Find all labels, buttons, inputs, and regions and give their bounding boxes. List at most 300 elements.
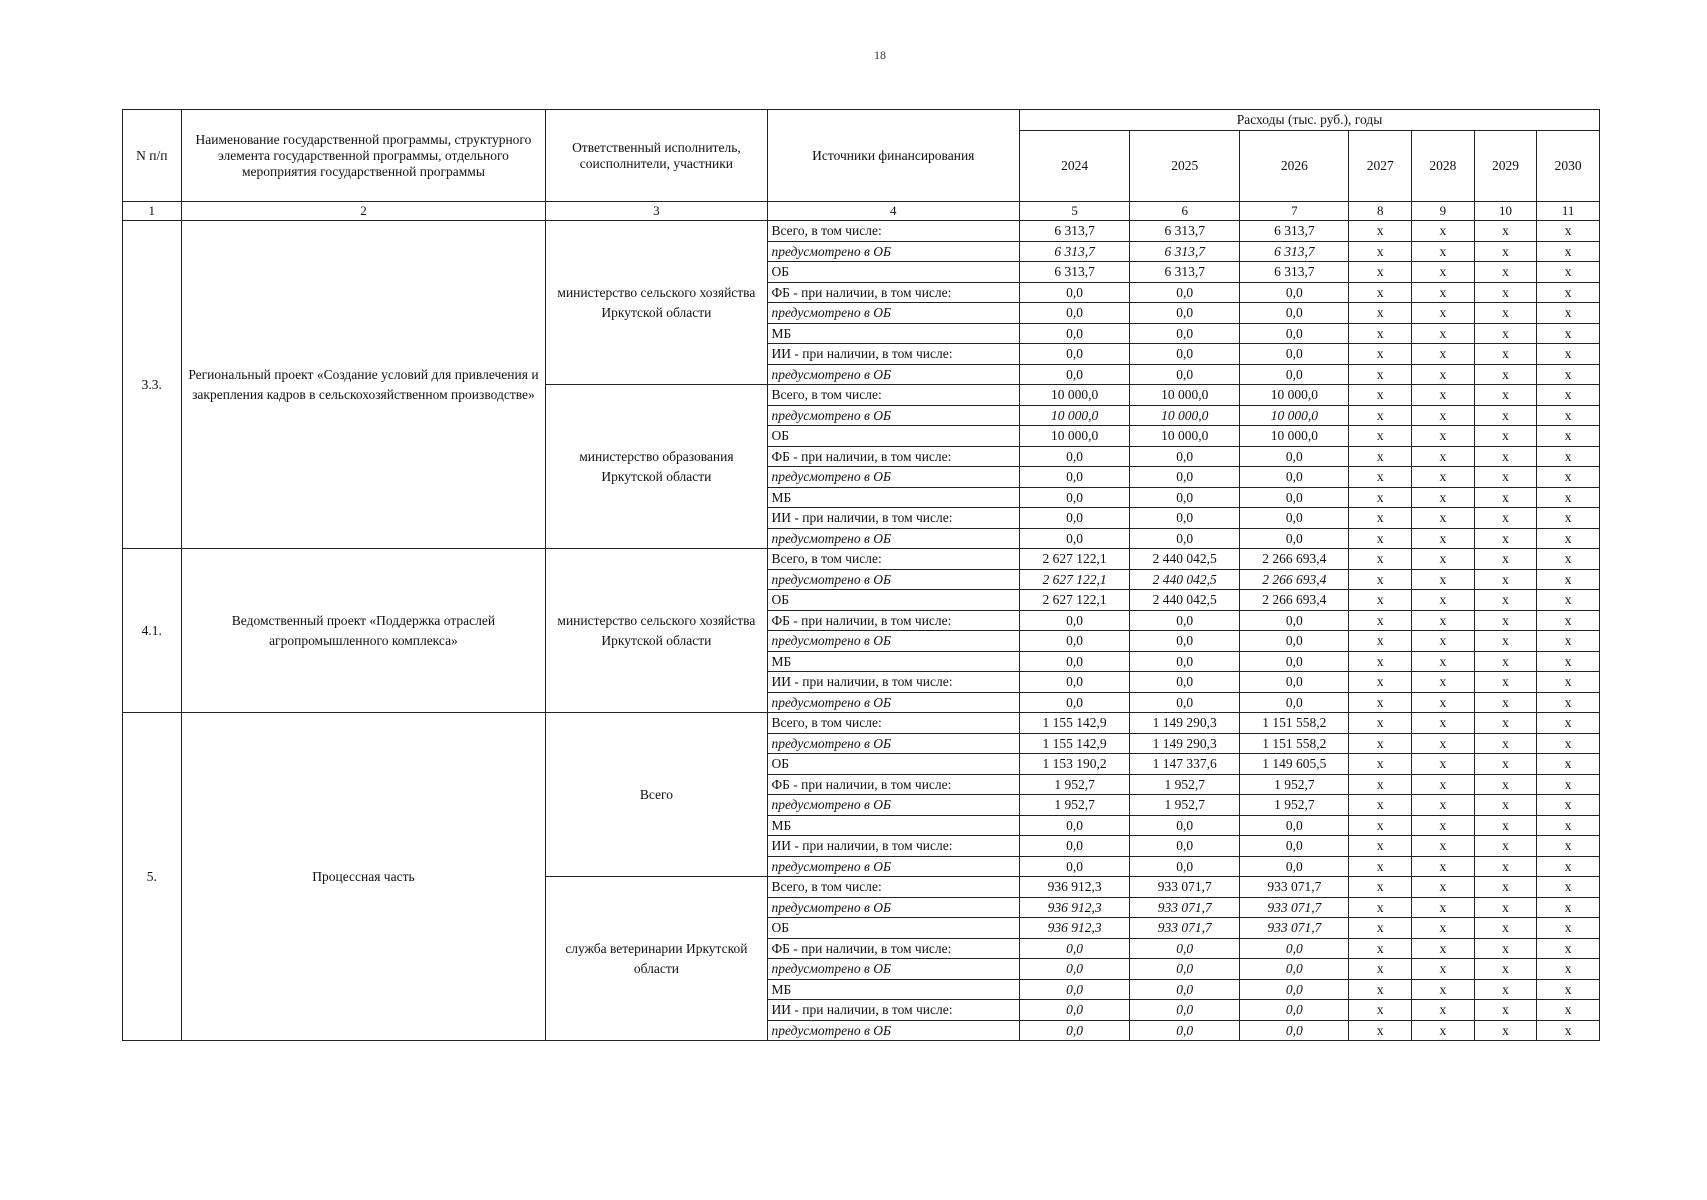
funding-source: предусмотрено в ОБ [767,692,1020,713]
expense-value: 0,0 [1130,836,1240,857]
expense-mark: х [1349,1000,1412,1021]
expense-mark: х [1537,344,1600,365]
expense-value: 0,0 [1240,528,1349,549]
expense-mark: х [1474,897,1537,918]
expense-value: 10 000,0 [1020,385,1130,406]
expense-value: 0,0 [1240,856,1349,877]
expense-mark: х [1349,221,1412,242]
expense-mark: х [1537,651,1600,672]
expense-value: 6 313,7 [1240,241,1349,262]
expense-value: 0,0 [1130,938,1240,959]
expense-value: 0,0 [1130,344,1240,365]
expense-mark: х [1349,487,1412,508]
expense-mark: х [1474,528,1537,549]
table-body [123,202,1600,1041]
program-name: Процессная часть [181,713,546,1041]
expense-value: 0,0 [1130,672,1240,693]
expense-value: 0,0 [1240,446,1349,467]
expense-mark: х [1474,323,1537,344]
expense-mark: х [1349,323,1412,344]
expense-value: 0,0 [1130,651,1240,672]
expense-value: 0,0 [1240,815,1349,836]
funding-source: МБ [767,323,1020,344]
expense-value: 0,0 [1130,467,1240,488]
expense-mark: х [1474,467,1537,488]
expense-value: 933 071,7 [1240,897,1349,918]
expense-mark: х [1412,631,1475,652]
expense-mark: х [1349,774,1412,795]
funding-source: ФБ - при наличии, в том числе: [767,446,1020,467]
expense-mark: х [1474,959,1537,980]
funding-source: МБ [767,979,1020,1000]
funding-source: ОБ [767,590,1020,611]
expense-mark: х [1349,651,1412,672]
expense-mark: х [1349,836,1412,857]
expense-mark: х [1474,692,1537,713]
funding-source: предусмотрено в ОБ [767,303,1020,324]
expense-value: 0,0 [1130,1000,1240,1021]
expense-mark: х [1412,405,1475,426]
expense-mark: х [1537,938,1600,959]
expense-mark: х [1474,774,1537,795]
expense-value: 0,0 [1020,344,1130,365]
expense-value: 933 071,7 [1240,918,1349,939]
expense-value: 0,0 [1240,282,1349,303]
expense-mark: х [1474,610,1537,631]
expense-mark: х [1412,692,1475,713]
expense-value: 6 313,7 [1130,262,1240,283]
expense-value: 0,0 [1240,610,1349,631]
expense-mark: х [1537,631,1600,652]
header-name: Наименование государственной программы, структурного элемента государственной программы, отдельного мероприятия государственной программы [181,110,546,202]
expense-value: 0,0 [1240,631,1349,652]
expense-value: 0,0 [1240,692,1349,713]
expense-mark: х [1537,262,1600,283]
expense-mark: х [1474,487,1537,508]
expense-mark: х [1412,815,1475,836]
executor-name: Всего [546,713,767,877]
expense-value: 0,0 [1020,631,1130,652]
expense-mark: х [1412,385,1475,406]
expense-mark: х [1537,713,1600,734]
expense-mark: х [1474,569,1537,590]
expense-mark: х [1537,569,1600,590]
expense-value: 0,0 [1130,528,1240,549]
expense-mark: х [1537,877,1600,898]
expense-mark: х [1349,549,1412,570]
expense-value: 1 149 290,3 [1130,713,1240,734]
expense-value: 2 266 693,4 [1240,549,1349,570]
column-number: 5 [1020,202,1130,221]
expense-mark: х [1474,733,1537,754]
funding-source: предусмотрено в ОБ [767,364,1020,385]
expense-value: 933 071,7 [1240,877,1349,898]
expense-value: 933 071,7 [1130,877,1240,898]
expense-value: 10 000,0 [1020,426,1130,447]
expense-mark: х [1349,672,1412,693]
expense-value: 1 153 190,2 [1020,754,1130,775]
expense-value: 6 313,7 [1020,241,1130,262]
expense-mark: х [1349,610,1412,631]
expense-mark: х [1474,241,1537,262]
expense-value: 0,0 [1130,323,1240,344]
funding-source: ФБ - при наличии, в том числе: [767,282,1020,303]
expense-value: 0,0 [1020,856,1130,877]
expense-value: 0,0 [1240,938,1349,959]
expense-value: 0,0 [1240,323,1349,344]
expense-mark: х [1412,774,1475,795]
expense-mark: х [1537,959,1600,980]
column-number: 3 [546,202,767,221]
expense-value: 0,0 [1130,692,1240,713]
expense-mark: х [1349,754,1412,775]
expense-mark: х [1474,508,1537,529]
expense-value: 1 151 558,2 [1240,733,1349,754]
expense-mark: х [1412,528,1475,549]
expense-mark: х [1474,918,1537,939]
expense-value: 936 912,3 [1020,897,1130,918]
expense-value: 0,0 [1240,1020,1349,1041]
expense-value: 0,0 [1130,508,1240,529]
expense-value: 933 071,7 [1130,897,1240,918]
expense-value: 0,0 [1020,303,1130,324]
expense-value: 0,0 [1130,631,1240,652]
expense-value: 0,0 [1240,651,1349,672]
expense-value: 1 952,7 [1130,774,1240,795]
expense-value: 0,0 [1020,692,1130,713]
funding-source: ИИ - при наличии, в том числе: [767,836,1020,857]
header-year: 2027 [1349,131,1412,202]
funding-source: МБ [767,487,1020,508]
expense-value: 1 952,7 [1240,774,1349,795]
expense-mark: х [1474,262,1537,283]
expense-value: 2 627 122,1 [1020,549,1130,570]
expense-value: 0,0 [1240,508,1349,529]
expense-mark: х [1537,364,1600,385]
expense-mark: х [1537,282,1600,303]
expense-mark: х [1412,877,1475,898]
expense-mark: х [1537,918,1600,939]
expense-mark: х [1412,897,1475,918]
expense-mark: х [1474,938,1537,959]
expense-mark: х [1537,836,1600,857]
expense-mark: х [1537,733,1600,754]
funding-source: ФБ - при наличии, в том числе: [767,938,1020,959]
expense-mark: х [1412,754,1475,775]
funding-source: Всего, в том числе: [767,221,1020,242]
header-source: Источники финансирования [767,110,1020,202]
expense-mark: х [1474,795,1537,816]
expense-value: 2 440 042,5 [1130,569,1240,590]
expense-value: 0,0 [1130,487,1240,508]
expense-value: 10 000,0 [1130,385,1240,406]
expense-mark: х [1412,323,1475,344]
header-year: 2026 [1240,131,1349,202]
expense-value: 1 147 337,6 [1130,754,1240,775]
expense-mark: х [1349,959,1412,980]
expense-value: 1 149 605,5 [1240,754,1349,775]
expense-mark: х [1349,815,1412,836]
expense-mark: х [1349,364,1412,385]
expense-mark: х [1537,487,1600,508]
header-year: 2030 [1537,131,1600,202]
expense-mark: х [1474,713,1537,734]
expense-value: 10 000,0 [1130,426,1240,447]
expense-value: 10 000,0 [1130,405,1240,426]
funding-source: предусмотрено в ОБ [767,897,1020,918]
expense-value: 6 313,7 [1020,262,1130,283]
funding-source: ОБ [767,262,1020,283]
expense-value: 1 155 142,9 [1020,733,1130,754]
expense-mark: х [1349,405,1412,426]
row-number: 4.1. [123,549,182,713]
funding-source: предусмотрено в ОБ [767,569,1020,590]
expense-mark: х [1349,795,1412,816]
funding-source: ФБ - при наличии, в том числе: [767,774,1020,795]
column-number-row [123,202,1600,221]
expense-mark: х [1474,754,1537,775]
expense-value: 1 151 558,2 [1240,713,1349,734]
expense-value: 0,0 [1020,979,1130,1000]
expense-value: 1 952,7 [1020,774,1130,795]
funding-source: Всего, в том числе: [767,385,1020,406]
expense-value: 0,0 [1020,651,1130,672]
expense-value: 6 313,7 [1130,221,1240,242]
expense-value: 1 952,7 [1240,795,1349,816]
expense-mark: х [1349,569,1412,590]
expense-mark: х [1537,754,1600,775]
expense-mark: х [1537,508,1600,529]
column-number: 8 [1349,202,1412,221]
expense-mark: х [1412,856,1475,877]
expense-mark: х [1537,1000,1600,1021]
column-number: 11 [1537,202,1600,221]
expense-mark: х [1349,1020,1412,1041]
expense-value: 6 313,7 [1020,221,1130,242]
expense-mark: х [1474,303,1537,324]
expense-value: 6 313,7 [1240,262,1349,283]
expense-value: 0,0 [1130,446,1240,467]
expense-value: 0,0 [1020,959,1130,980]
expense-mark: х [1537,303,1600,324]
expense-value: 10 000,0 [1240,385,1349,406]
expense-value: 0,0 [1240,303,1349,324]
expense-value: 0,0 [1020,528,1130,549]
expense-mark: х [1349,631,1412,652]
expense-value: 0,0 [1130,364,1240,385]
expense-value: 0,0 [1020,836,1130,857]
expense-mark: х [1537,528,1600,549]
table-row [123,221,1600,242]
expense-value: 0,0 [1240,487,1349,508]
expense-mark: х [1474,221,1537,242]
expense-value: 0,0 [1020,610,1130,631]
expense-mark: х [1537,323,1600,344]
funding-source: предусмотрено в ОБ [767,856,1020,877]
expense-mark: х [1537,856,1600,877]
expense-value: 0,0 [1240,959,1349,980]
expense-mark: х [1349,303,1412,324]
expense-mark: х [1349,426,1412,447]
expense-mark: х [1349,856,1412,877]
expense-value: 0,0 [1130,959,1240,980]
expense-mark: х [1412,1000,1475,1021]
expense-value: 2 627 122,1 [1020,569,1130,590]
expense-mark: х [1474,282,1537,303]
funding-source: предусмотрено в ОБ [767,1020,1020,1041]
expense-value: 0,0 [1020,487,1130,508]
expense-mark: х [1349,282,1412,303]
expense-mark: х [1537,549,1600,570]
program-name: Региональный проект «Создание условий для привлечения и закрепления кадров в сельскохозяйственном производстве» [181,221,546,549]
expense-mark: х [1349,713,1412,734]
expense-mark: х [1537,241,1600,262]
expense-mark: х [1537,446,1600,467]
expense-value: 0,0 [1130,282,1240,303]
expense-mark: х [1412,1020,1475,1041]
expense-mark: х [1474,1020,1537,1041]
expense-mark: х [1412,610,1475,631]
expense-value: 0,0 [1130,856,1240,877]
expense-mark: х [1537,897,1600,918]
expense-value: 0,0 [1020,323,1130,344]
expense-value: 1 155 142,9 [1020,713,1130,734]
expense-mark: х [1537,590,1600,611]
column-number: 6 [1130,202,1240,221]
header-expenses: Расходы (тыс. руб.), годы [1020,110,1600,131]
program-name: Ведомственный проект «Поддержка отраслей агропромышленного комплекса» [181,549,546,713]
funding-source: предусмотрено в ОБ [767,631,1020,652]
expense-value: 2 266 693,4 [1240,569,1349,590]
expense-mark: х [1412,938,1475,959]
expense-mark: х [1537,815,1600,836]
expense-mark: х [1349,385,1412,406]
row-number: 5. [123,713,182,1041]
expense-mark: х [1537,221,1600,242]
funding-source: предусмотрено в ОБ [767,795,1020,816]
expense-mark: х [1412,303,1475,324]
funding-source: ОБ [767,426,1020,447]
expense-value: 0,0 [1240,979,1349,1000]
column-number: 1 [123,202,182,221]
expense-value: 0,0 [1020,508,1130,529]
expense-mark: х [1412,508,1475,529]
expense-mark: х [1474,979,1537,1000]
expense-value: 0,0 [1020,1000,1130,1021]
expense-mark: х [1349,508,1412,529]
expense-value: 1 952,7 [1020,795,1130,816]
expense-value: 0,0 [1130,815,1240,836]
funding-source: предусмотрено в ОБ [767,733,1020,754]
page-number: 18 [874,48,886,62]
expense-mark: х [1412,836,1475,857]
executor-name: министерство образования Иркутской области [546,385,767,549]
table-row [123,713,1600,734]
expense-mark: х [1412,446,1475,467]
expense-mark: х [1537,426,1600,447]
expense-mark: х [1474,385,1537,406]
expense-mark: х [1412,221,1475,242]
funding-source: ИИ - при наличии, в том числе: [767,1000,1020,1021]
expense-mark: х [1349,446,1412,467]
expense-mark: х [1412,364,1475,385]
expense-value: 936 912,3 [1020,877,1130,898]
header-year: 2028 [1412,131,1475,202]
funding-source: предусмотрено в ОБ [767,528,1020,549]
expense-value: 6 313,7 [1240,221,1349,242]
expense-value: 0,0 [1020,446,1130,467]
funding-source: предусмотрено в ОБ [767,241,1020,262]
funding-source: ИИ - при наличии, в том числе: [767,344,1020,365]
funding-source: Всего, в том числе: [767,877,1020,898]
expense-mark: х [1349,241,1412,262]
expense-mark: х [1537,1020,1600,1041]
expense-mark: х [1537,795,1600,816]
expense-value: 0,0 [1130,1020,1240,1041]
expense-value: 936 912,3 [1020,918,1130,939]
table-row [123,549,1600,570]
expense-value: 0,0 [1240,467,1349,488]
expense-mark: х [1412,487,1475,508]
expense-value: 6 313,7 [1130,241,1240,262]
expense-value: 2 440 042,5 [1130,549,1240,570]
budget-table [122,109,1600,1041]
expense-mark: х [1474,877,1537,898]
expense-value: 0,0 [1240,836,1349,857]
expense-value: 2 627 122,1 [1020,590,1130,611]
funding-source: ФБ - при наличии, в том числе: [767,610,1020,631]
expense-mark: х [1474,344,1537,365]
expense-mark: х [1412,426,1475,447]
header-year: 2029 [1474,131,1537,202]
expense-mark: х [1349,918,1412,939]
expense-mark: х [1474,815,1537,836]
expense-value: 10 000,0 [1240,405,1349,426]
expense-value: 10 000,0 [1240,426,1349,447]
expense-mark: х [1412,549,1475,570]
expense-value: 2 440 042,5 [1130,590,1240,611]
expense-mark: х [1349,528,1412,549]
expense-mark: х [1412,241,1475,262]
header-year: 2024 [1020,131,1130,202]
executor-name: служба ветеринарии Иркутской области [546,877,767,1041]
funding-source: ИИ - при наличии, в том числе: [767,672,1020,693]
expense-mark: х [1412,344,1475,365]
expense-value: 1 149 290,3 [1130,733,1240,754]
expense-mark: х [1349,938,1412,959]
funding-source: предусмотрено в ОБ [767,959,1020,980]
expense-mark: х [1537,979,1600,1000]
column-number: 10 [1474,202,1537,221]
expense-mark: х [1474,1000,1537,1021]
expense-mark: х [1474,426,1537,447]
expense-mark: х [1412,569,1475,590]
funding-source: Всего, в том числе: [767,713,1020,734]
expense-mark: х [1349,344,1412,365]
header-num: N п/п [123,110,182,202]
expense-mark: х [1474,590,1537,611]
expense-mark: х [1474,549,1537,570]
column-number: 9 [1412,202,1475,221]
expense-mark: х [1474,651,1537,672]
funding-source: Всего, в том числе: [767,549,1020,570]
expense-mark: х [1474,631,1537,652]
expense-mark: х [1412,979,1475,1000]
expense-mark: х [1412,262,1475,283]
expense-value: 0,0 [1020,938,1130,959]
expense-mark: х [1537,405,1600,426]
expense-mark: х [1412,282,1475,303]
